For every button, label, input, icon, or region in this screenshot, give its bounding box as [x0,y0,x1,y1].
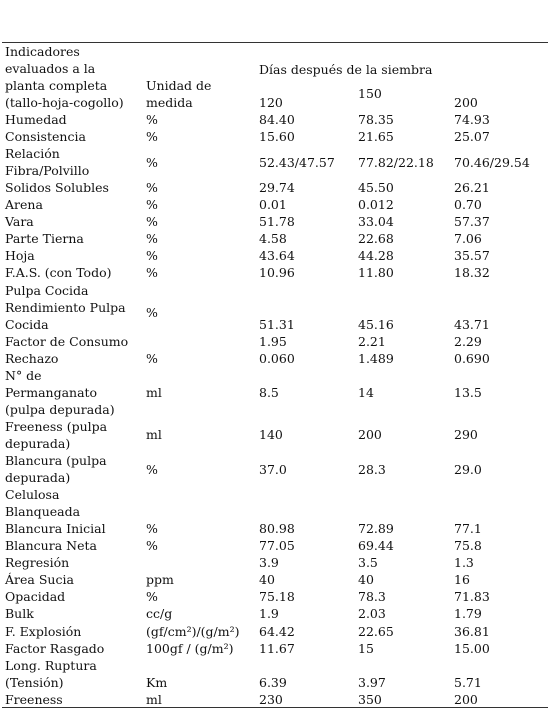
row-label: Blancura Neta [5,538,97,554]
row-value-200: 200 [454,691,478,707]
header-dias-150: 150 [358,86,382,101]
row-label: Relación [5,146,60,162]
row-unit: (gf/cm²)/(g/m²) [146,623,240,639]
row-label: F. Explosión [5,623,82,639]
row-unit: % [146,129,158,145]
row-value-120: 43.64 [259,248,295,264]
row-unit: ppm [146,572,174,588]
row-label: Factor de Consumo [5,333,129,349]
row-value-150: 2.21 [358,333,386,349]
row-unit: ml [146,691,162,707]
row-label: Freeness (pulpa [5,418,108,434]
row-label: Celulosa [5,487,60,503]
header-indicadores-line-3: planta completa [5,78,108,93]
row-label: Vara [5,214,34,230]
row-label: Humedad [5,112,67,127]
row-value-120: 37.0 [259,461,287,477]
row-value-200: 1.3 [454,555,474,571]
row-label: Regresión [5,555,70,571]
header-unidad-line-2: medida [146,95,193,110]
row-label: Pulpa Cocida [5,282,89,298]
row-label: Blanqueada [5,504,81,520]
row-value-120: 140 [259,427,283,443]
row-value-120: 51.78 [259,214,295,230]
row-value-200: 43.71 [454,316,490,332]
row-value-150: 44.28 [358,248,394,264]
header-dias-120: 120 [259,95,283,110]
row-value-150: 0.012 [358,197,394,213]
header-dias-despues: Días después de la siembra [259,62,433,77]
row-unit: ml [146,384,162,400]
row-value-200: 36.81 [454,623,490,639]
row-label: (pulpa depurada) [5,401,115,417]
row-value-120: 3.9 [259,555,279,571]
row-label: Bulk [5,606,34,622]
row-value-200: 0.70 [454,197,482,213]
row-value-200: 5.71 [454,674,482,690]
row-value-120: 40 [259,572,275,588]
row-value-150: 77.82/22.18 [358,154,434,170]
row-label: Solidos Solubles [5,180,109,196]
row-value-120: 6.39 [259,674,287,690]
row-value-150: 21.65 [358,129,394,145]
row-value-200: 13.5 [454,384,482,400]
row-value-120: 51.31 [259,316,295,332]
row-value-120: 10.96 [259,265,295,281]
row-value-120: 0.060 [259,350,295,366]
row-unit: % [146,589,158,605]
row-value-200: 35.57 [454,248,490,264]
row-value-120: 230 [259,691,283,707]
row-value-150: 78.35 [358,112,394,127]
row-value-150: 3.97 [358,674,386,690]
header-indicadores-line-1: Indicadores [5,44,80,59]
row-unit: ml [146,427,162,443]
row-unit: % [146,214,158,230]
row-value-150: 1.489 [358,350,394,366]
row-unit: % [146,304,158,320]
row-value-150: 28.3 [358,461,386,477]
row-label: Parte Tierna [5,231,84,247]
row-value-200: 74.93 [454,112,490,127]
row-value-150: 69.44 [358,538,394,554]
row-value-200: 2.29 [454,333,482,349]
row-value-150: 45.50 [358,180,394,196]
row-value-150: 72.89 [358,521,394,537]
header-indicadores-line-2: evaluados a la [5,61,96,76]
row-value-120: 75.18 [259,589,295,605]
row-value-200: 18.32 [454,265,490,281]
row-value-150: 11.80 [358,265,394,281]
row-value-150: 200 [358,427,382,443]
row-value-150: 40 [358,572,374,588]
row-value-150: 350 [358,691,382,707]
row-value-200: 0.690 [454,350,490,366]
row-unit: % [146,461,158,477]
row-unit: % [146,231,158,247]
row-unit: % [146,265,158,281]
row-value-120: 1.9 [259,606,279,622]
row-label: depurada) [5,435,71,451]
row-unit: % [146,112,158,127]
row-value-200: 26.21 [454,180,490,196]
row-label: F.A.S. (con Todo) [5,265,112,281]
row-label: Blancura (pulpa [5,453,107,468]
row-value-150: 45.16 [358,316,394,332]
row-unit: % [146,538,158,554]
row-value-200: 290 [454,427,478,443]
row-label: Factor Rasgado [5,640,105,656]
row-unit: 100gf / (g/m²) [146,640,234,656]
row-unit: cc/g [146,606,173,622]
table-top-rule [2,42,548,43]
row-value-120: 52.43/47.57 [259,154,335,170]
row-label: Rendimiento Pulpa [5,299,126,315]
row-value-200: 70.46/29.54 [454,154,530,170]
row-value-200: 25.07 [454,129,490,145]
row-value-120: 11.67 [259,640,295,656]
row-label: (Tensión) [5,674,64,690]
row-label: Fibra/Polvillo [5,163,90,179]
row-label: Cocida [5,316,49,332]
row-value-150: 2.03 [358,606,386,622]
header-dias-200: 200 [454,95,478,110]
row-value-150: 22.65 [358,623,394,639]
row-value-200: 7.06 [454,231,482,247]
header-unidad-line-1: Unidad de [146,78,212,93]
row-value-200: 75.8 [454,538,482,554]
row-value-120: 29.74 [259,180,295,196]
table-bottom-rule [2,707,548,708]
row-value-120: 15.60 [259,129,295,145]
row-value-120: 84.40 [259,112,295,127]
row-unit: Km [146,674,168,690]
row-unit: % [146,154,158,170]
header-indicadores-line-4: (tallo-hoja-cogollo) [5,95,124,110]
row-unit: % [146,197,158,213]
row-unit: % [146,350,158,366]
row-value-150: 15 [358,640,374,656]
row-value-200: 71.83 [454,589,490,605]
row-value-150: 14 [358,384,374,400]
row-value-150: 3.5 [358,555,378,571]
row-label: Consistencia [5,129,86,145]
row-value-120: 80.98 [259,521,295,537]
row-label: Hoja [5,248,35,264]
row-value-200: 15.00 [454,640,490,656]
row-label: Permanganato [5,384,98,400]
row-unit: % [146,521,158,537]
row-value-200: 77.1 [454,521,482,537]
row-value-200: 57.37 [454,214,490,230]
row-label: depurada) [5,470,71,486]
row-value-120: 1.95 [259,333,287,349]
row-label: Arena [5,197,43,213]
row-value-120: 4.58 [259,231,287,247]
row-label: Área Sucia [5,572,74,588]
row-value-120: 0.01 [259,197,287,213]
row-label: Opacidad [5,589,66,605]
row-value-120: 8.5 [259,384,279,400]
row-value-150: 33.04 [358,214,394,230]
row-label: Blancura Inicial [5,521,106,537]
row-label: N° de [5,367,42,383]
row-value-200: 1.79 [454,606,482,622]
row-unit: % [146,248,158,264]
row-value-200: 29.0 [454,461,482,477]
row-unit: % [146,180,158,196]
row-value-150: 78.3 [358,589,386,605]
row-label: Long. Ruptura [5,657,97,673]
row-label: Freeness [5,691,63,707]
row-value-120: 64.42 [259,623,295,639]
row-value-120: 77.05 [259,538,295,554]
row-value-150: 22.68 [358,231,394,247]
row-label: Rechazo [5,350,59,366]
row-value-200: 16 [454,572,470,588]
